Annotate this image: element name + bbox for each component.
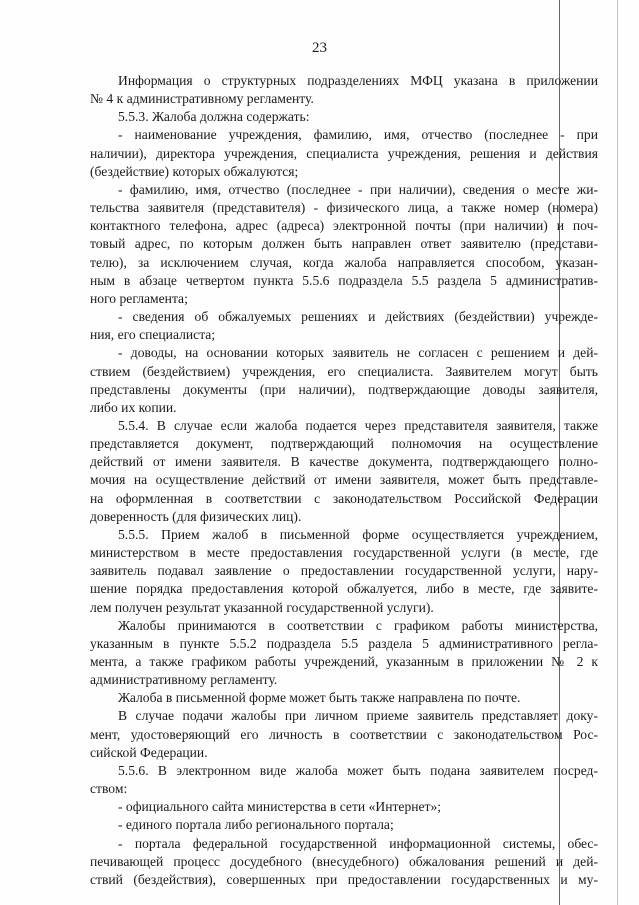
- text-line: действий от имени заявителя. В качестве документа, подтверждающего полно-: [90, 454, 598, 470]
- text-line: (бездействие) которых обжалуются;: [90, 163, 299, 179]
- page-number: 23: [312, 40, 327, 56]
- text-line: мент, удостоверяющий его личность в соответствии с законодательством Рос-: [90, 726, 598, 742]
- text-line: 5.5.4. В случае если жалоба подается через представителя заявителя, также: [118, 417, 598, 433]
- text-line: 5.5.3. Жалоба должна содержать:: [118, 109, 310, 125]
- text-line: - сведения об обжалуемых решениях и действиях (бездействии) учрежде-: [118, 309, 598, 325]
- text-line: ным в абзаце четвертом пункта 5.5.6 подраздела 5.5 раздела 5 административ-: [90, 272, 598, 288]
- text-line: товый адрес, по которым должен быть направлен ответ заявителю (представи-: [90, 236, 598, 252]
- text-line: представлены документы (при наличии), подтверждающие доводы заявителя,: [90, 381, 598, 397]
- text-line: доверенность (для физических лиц).: [90, 508, 302, 524]
- text-line: административному регламенту.: [90, 672, 278, 688]
- text-line: Информация о структурных подразделениях МФЦ указана в приложении: [118, 73, 598, 88]
- text-line: № 4 к административному регламенту.: [90, 91, 314, 107]
- text-line: на оформленная в соответствии с законодательством Российской Федерации: [90, 490, 598, 506]
- text-line: контактного телефона, адрес (адреса) электронной почты (при наличии) и поч-: [90, 218, 598, 234]
- text-line: ством:: [90, 781, 128, 797]
- text-line: В случае подачи жалобы при личном приеме заявитель представляет доку-: [118, 708, 598, 724]
- text-line: представляется документ, подтверждающий полномочия на осуществление: [90, 436, 598, 452]
- text-line: указанным в пункте 5.5.2 подраздела 5.5 раздела 5 административного регла-: [90, 635, 598, 651]
- text-line: ния, его специалиста;: [90, 327, 216, 343]
- text-line: - фамилию, имя, отчество (последнее - при наличии), сведения о месте жи-: [118, 181, 598, 197]
- text-line: мочия на осуществление действий от имени заявителя, может быть представле-: [90, 472, 598, 488]
- text-line: лем получен результат указанной государственной услуги).: [90, 599, 434, 615]
- text-line: - доводы, на основании которых заявитель не согласен с решением и дей-: [118, 345, 598, 361]
- text-line: - наименование учреждения, фамилию, имя, отчество (последнее - при: [118, 127, 598, 143]
- text-line: шение порядка предоставления которой обжалуется, либо в месте, где заявите-: [90, 581, 598, 597]
- text-line: наличии), директора учреждения, специалиста учреждения, решения и действия: [90, 145, 598, 161]
- text-line: - официального сайта министерства в сети «Интернет»;: [118, 799, 442, 815]
- text-line: 5.5.5. Прием жалоб в письменной форме осуществляется учреждением,: [118, 526, 598, 542]
- scan-artifact-line: [617, 0, 618, 905]
- text-line: телю), за исключением случая, когда жалоба направляется способом, указан-: [90, 254, 598, 270]
- text-line: - портала федеральной государственной информационной системы, обес-: [118, 835, 598, 851]
- text-line: ного регламента;: [90, 290, 188, 306]
- text-line: печивающей процесс досудебного (внесудебного) обжалования решений и дей-: [90, 853, 598, 869]
- text-line: Жалобы принимаются в соответствии с графиком работы министерства,: [118, 617, 598, 633]
- text-line: 5.5.6. В электронном виде жалоба может быть подана заявителем посред-: [118, 762, 598, 778]
- text-line: Жалоба в письменной форме может быть также направлена по почте.: [118, 690, 521, 706]
- text-line: заявитель подавал заявление о предоставлении государственной услуги, нару-: [90, 563, 598, 579]
- text-line: мента, а также графиком работы учреждений, указанным в приложении № 2 к: [90, 654, 598, 669]
- text-line: сийской Федерации.: [90, 744, 208, 760]
- text-line: министерством в месте предоставления государственной услуги (в месте, где: [90, 545, 598, 561]
- body-text: [90, 72, 598, 889]
- text-line: тельства заявителя (представителя) - физического лица, а также номер (номера): [90, 200, 598, 216]
- text-line: - единого портала либо регионального портала;: [118, 817, 394, 833]
- text-line: ствий (бездействия), совершенных при предоставлении государственных и му-: [90, 871, 598, 887]
- text-line: либо их копии.: [90, 399, 177, 415]
- text-line: ствием (бездействием) учреждения, его специалиста. Заявителем могут быть: [90, 363, 598, 379]
